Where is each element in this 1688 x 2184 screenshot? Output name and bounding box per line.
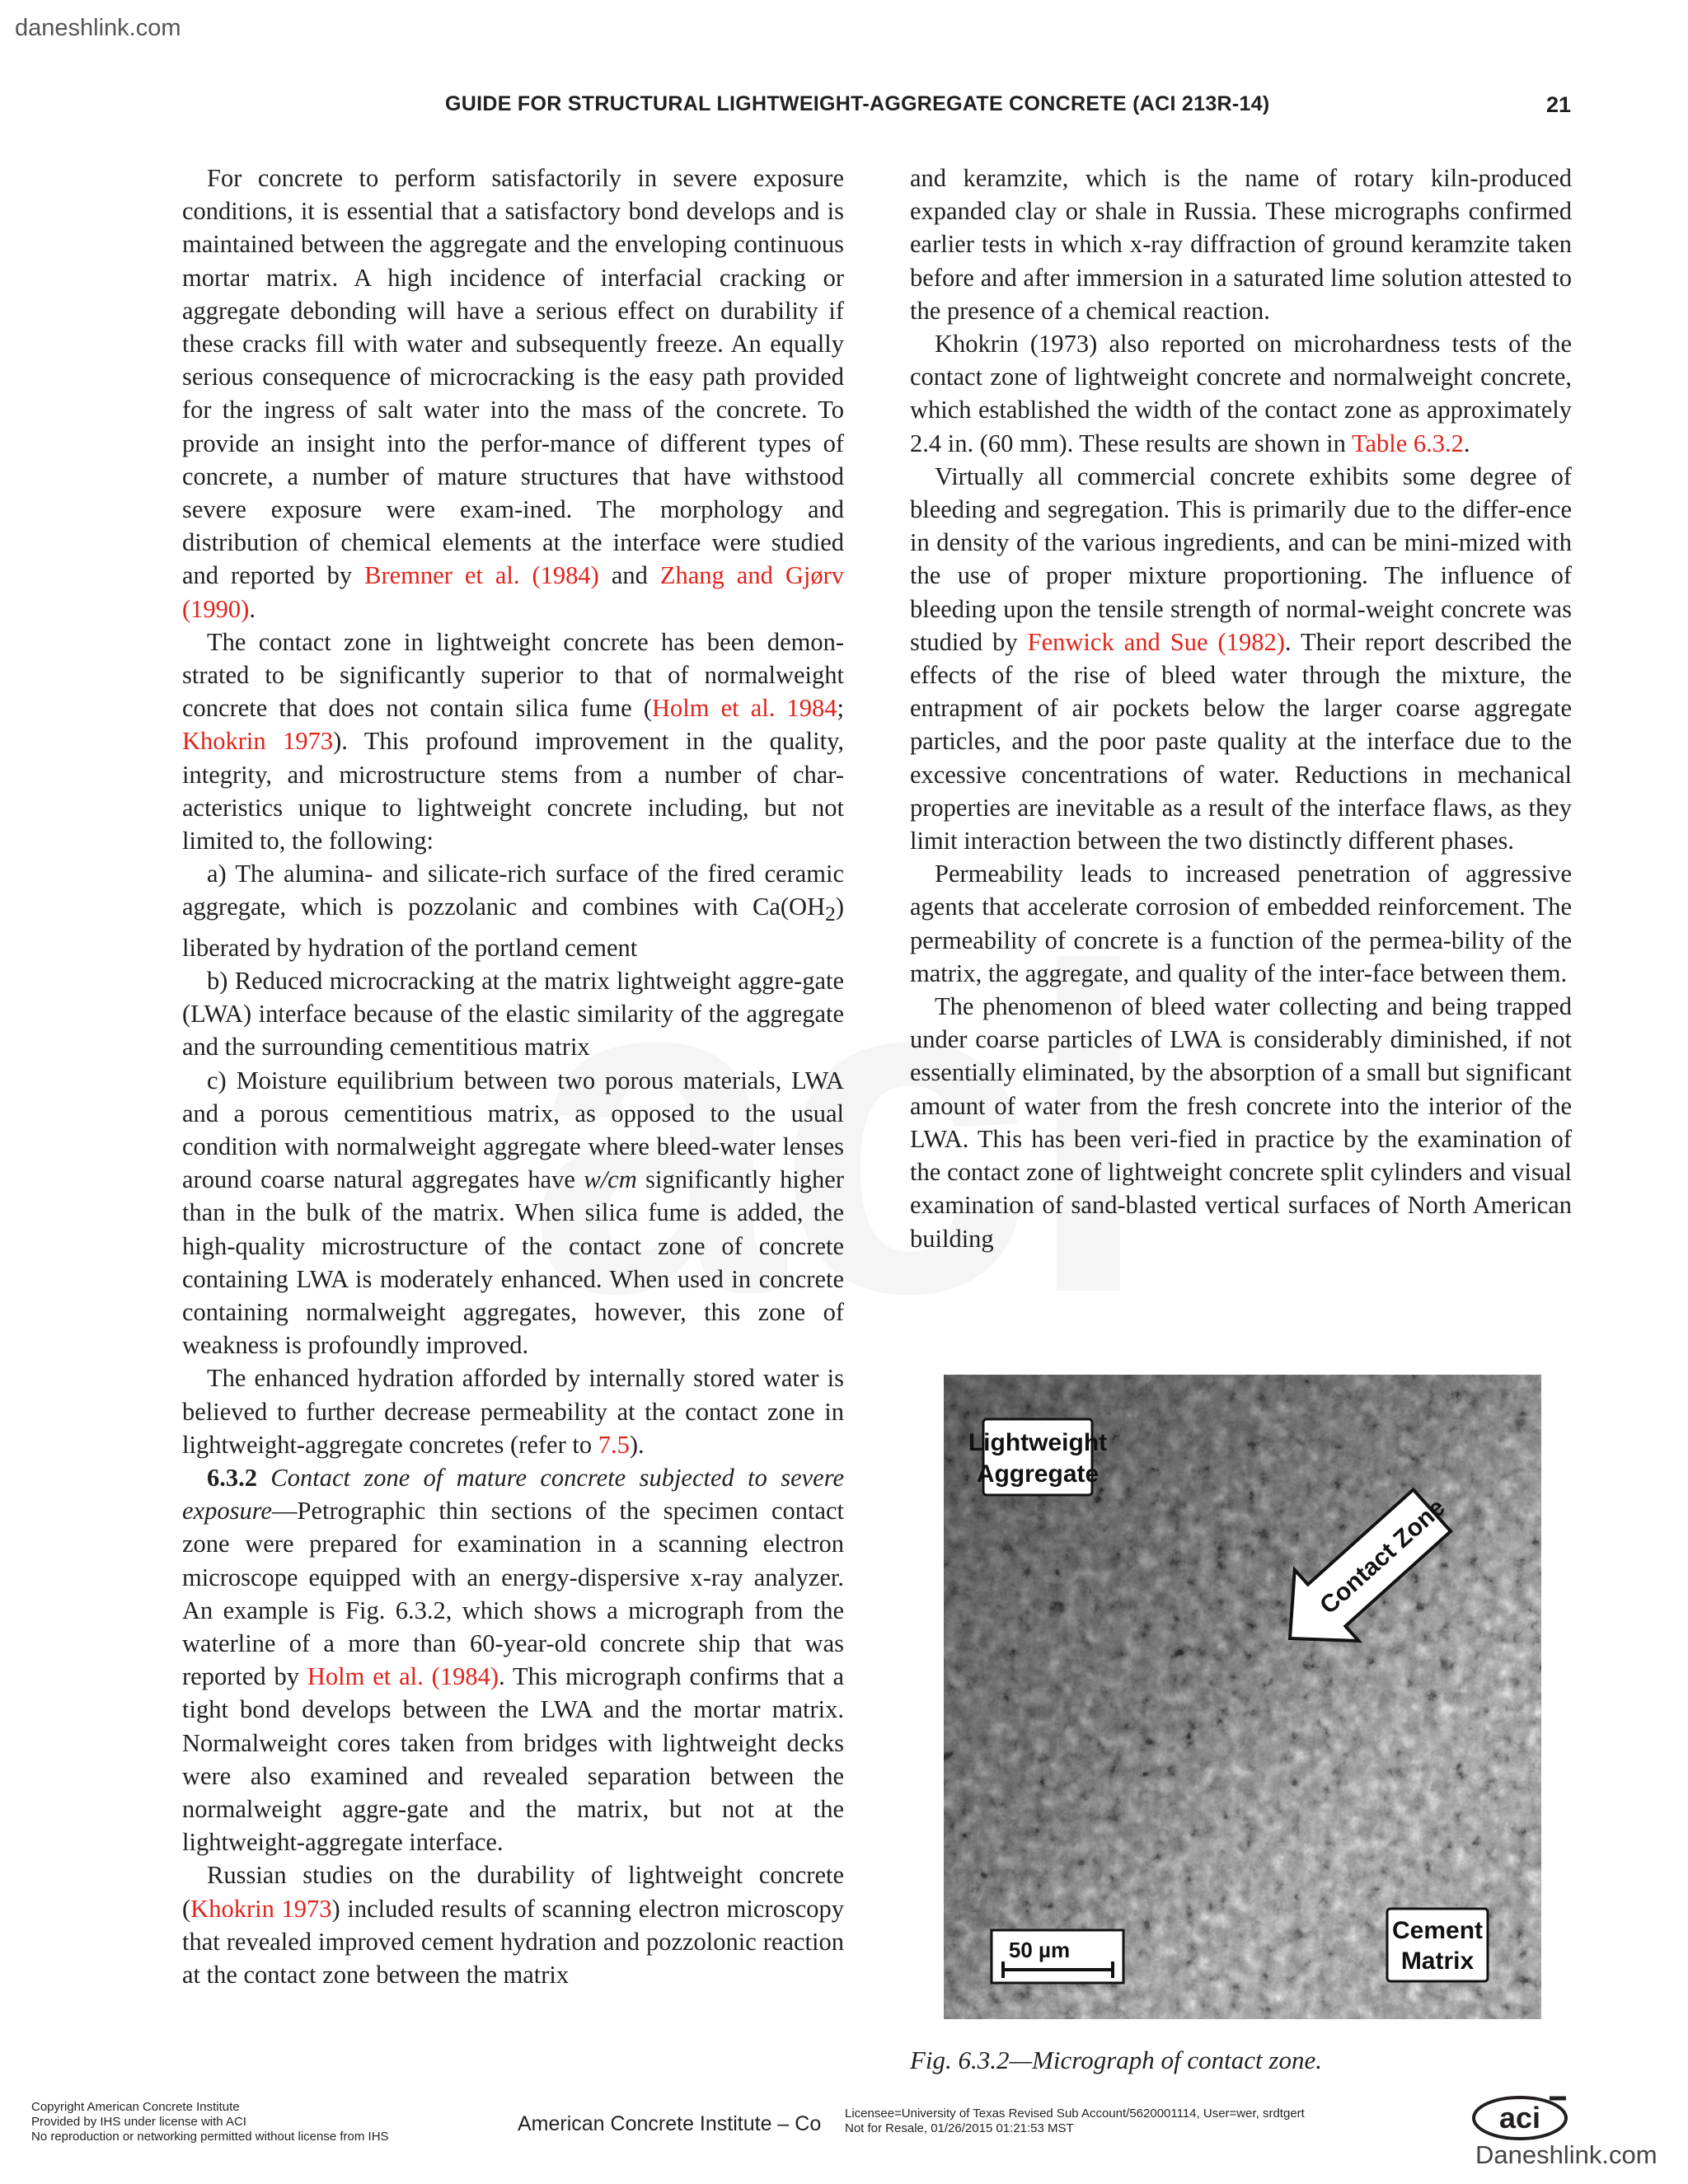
label-lightweight-aggregate: Aggregate (976, 1460, 1100, 1488)
figure-caption: Fig. 6.3.2—Micrograph of contact zone. (910, 2046, 1322, 2074)
paragraph: and keramzite, which is the name of rotary kiln-produced expanded clay or shale in Russia. These micrographs confirmed earlier tests in which x-ray diffraction of ground keramzite taken before and after immersion in a saturated lime solution attested to the presence of a chemical reaction. (910, 164, 1572, 325)
running-header-title: GUIDE FOR STRUCTURAL LIGHTWEIGHT-AGGREGATE CONCRETE (ACI 213R-14) (445, 92, 1270, 115)
citation-link[interactable]: Khokrin 1973 (190, 1894, 332, 1923)
paragraph: Russian studies on the durability of lightweight concrete (Khokrin 1973) included results of scanning electron microscopy that revealed improved cement hydration and pozzolonic reaction at the contact zone between the matrix (182, 1861, 844, 1990)
paragraph: Khokrin (1973) also reported on microhardness tests of the contact zone of lightweight concrete and normalweight concrete, which established the width of the contact zone as approximately 2.4 in. (60 mm). These results are shown in Table 6.3.2. (910, 330, 1572, 457)
micrograph-figure (944, 1375, 1541, 2019)
paragraph: The phenomenon of bleed water collecting and being trapped under coarse particles of LWA is considerably diminished, if not essentially eliminated, by the absorption of a small but significant amount of water from the fresh concrete into the interior of the LWA. This has been veri-fied in practice by the examination of the contact zone of lightweight concrete split cylinders and visual examination of sand-blasted vertical surfaces of North American building (910, 992, 1572, 1253)
section-number: 6.3.2 (207, 1464, 257, 1493)
license-notice: Licensee=University of Texas Revised Sub Account/5620001114, User=wer, srdtgert Not for Resale, 01/26/2015 01:21:53 MST (845, 2107, 1305, 2135)
citation-link[interactable]: Holm et al. 1984 (651, 694, 837, 723)
section-title: Contact zone of mature concrete subjected to severe exposure (182, 1464, 844, 1526)
citation-link[interactable]: Zhang and Gjørv (1990) (182, 561, 844, 623)
label-cement-matrix: Cement (1391, 1917, 1484, 1944)
list-item: c) Moisture equilibrium between two porous materials, LWA and a porous cementitious matrix, as opposed to the usual condition with normalweight aggregate where bleed-water lenses around coarse natural aggregates have w/cm significantly higher than in the bulk of the matrix. When silica fume is added, the high-quality microstructure of the contact zone of concrete containing LWA is moderately enhanced. When used in concrete containing normalweight aggregates, however, this zone of weakness is profoundly improved. (182, 1066, 844, 1360)
scale-bar-label: 50 µm (1008, 1938, 1071, 1962)
paragraph: For concrete to perform satisfactorily in severe exposure conditions, it is essential that a satisfactory bond develops and is maintained between the aggregate and the enveloping continuous mortar matrix. A high incidence of interfacial cracking or aggregate debonding will have a serious effect on durability if these cracks fill with water and subsequently freeze. An equally serious consequence of microcracking is the easy path provided for the ingress of salt water into the mass of the concrete. To provide an insight into the perfor-mance of different types of concrete, a number of mature structures that have withstood severe exposure were exam-ined. The morphology and distribution of chemical elements at the interface were studied and reported by Bremner et al. (1984) and Zhang and Gjørv (1990). (182, 164, 844, 623)
paragraph: Permeability leads to increased penetration of aggressive agents that accelerate corrosion of embedded reinforcement. The permeability of concrete is a function of the permea-bility of the matrix, the aggregate, and quality of the inter-face between them. (910, 860, 1572, 987)
left-column (182, 162, 844, 1991)
label-contact-zone: Contact Zone (1315, 1493, 1451, 1620)
paragraph: The enhanced hydration afforded by internally stored water is believed to further decrease permeability at the contact zone in lightweight-aggregate concretes (refer to 7.5). (182, 1364, 844, 1459)
citation-link[interactable]: Bremner et al. (1984) (364, 561, 599, 590)
right-column (910, 162, 1572, 1365)
copyright-notice: Copyright American Concrete Institute Provided by IHS under license with ACI No reproduction or networking permitted without license from IHS (31, 2100, 389, 2144)
label-lightweight-aggregate: Lightweight (968, 1429, 1108, 1456)
label-cement-matrix: Matrix (1400, 1947, 1475, 1975)
watermark-top: daneshlink.com (15, 15, 181, 41)
section-paragraph: 6.3.2 Contact zone of mature concrete subjected to severe exposure—Petrographic thin sections of the specimen contact zone were prepared for examination in a scanning electron microscope equipped with an energy-dispersive x-ray analyzer. An example is Fig. 6.3.2, which shows a micrograph from the waterline of a more than 60-year-old concrete ship that was reported by Holm et al. (1984). This micrograph confirms that a tight bond develops between the LWA and the mortar matrix. Normalweight cores taken from bridges with lightweight decks were also examined and revealed separation between the normalweight aggre-gate and the matrix, but not at the lightweight-aggregate interface. (182, 1464, 844, 1857)
citation-link[interactable]: Fenwick and Sue (1982) (1027, 627, 1285, 656)
list-item: a) The alumina- and silicate-rich surface of the fired ceramic aggregate, which is pozzolanic and combines with $Ca(OH_2)$ liberated by hydration of the portland cement (182, 860, 844, 962)
aci-logo-text: aci (1498, 2101, 1541, 2135)
page-number: 21 (1546, 92, 1572, 117)
list-item: b) Reduced microcracking at the matrix lightweight aggre-gate (LWA) interface because of the elastic similarity of the aggregate and the surrounding cementitious matrix (182, 966, 844, 1062)
aci-logo (1470, 2093, 1569, 2147)
citation-link[interactable]: Khokrin 1973 (182, 727, 334, 756)
footer-publisher: American Concrete Institute – Co (518, 2112, 822, 2135)
section-link[interactable]: 7.5 (598, 1430, 630, 1459)
citation-link[interactable]: Holm et al. (1984) (307, 1662, 499, 1691)
micrograph-image (944, 1375, 1541, 2019)
paragraph: Virtually all commercial concrete exhibits some degree of bleeding and segregation. This is primarily due to the differ-ence in density of the various ingredients, and can be mini-mized with the use of proper mixture proportioning. The influence of bleeding upon the tensile strength of normal-weight concrete was studied by Fenwick and Sue (1982). Their report described the effects of the rise of bleed water through the mixture, the entrapment of air pockets below the larger coarse aggregate particles, and the poor paste quality at the interface due to the excessive concentrations of water. Reductions in mechanical properties are inevitable as a result of the interface flaws, as they limit interaction between the two distinctly different phases. (910, 462, 1572, 855)
paragraph: The contact zone in lightweight concrete has been demon-strated to be significantly superior to that of normalweight concrete that does not contain silica fume (Holm et al. 1984; Khokrin 1973). This profound improvement in the quality, integrity, and microstructure stems from a number of char-acteristics unique to lightweight concrete including, but not limited to, the following: (182, 627, 845, 855)
watermark-bottom: Daneshlink.com (1475, 2140, 1658, 2169)
table-link[interactable]: Table 6.3.2 (1351, 429, 1464, 457)
